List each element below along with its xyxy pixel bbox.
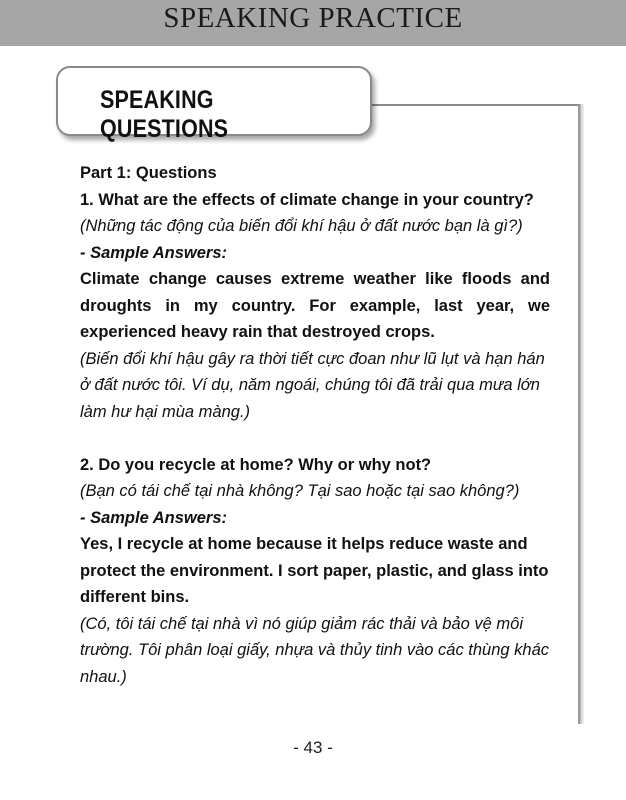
question-1-translation: (Những tác động của biến đổi khí hậu ở đất nước bạn là gì?): [80, 217, 523, 235]
frame-line-vertical: [578, 104, 584, 724]
question-2-answer-translation: (Có, tôi tái chế tại nhà vì nó giúp giảm rác thải và bảo vệ môi trường. Tôi phân loại giấy, nhựa và thủy tinh vào các thùng khác nhau.): [80, 614, 550, 686]
question-1-sample-label: - Sample Answers:: [80, 243, 228, 262]
question-1-answer-translation: (Biến đổi khí hậu gây ra thời tiết cực đoan như lũ lụt và hạn hán ở đất nước tôi. Ví dụ, năm ngoái, chúng tôi đã trải qua mưa lớn làm hư hại mùa màng.): [80, 349, 545, 421]
question-2-sample-label: - Sample Answers:: [80, 508, 228, 527]
question-2-answer: Yes, I recycle at home because it helps reduce waste and protect the environment. I sort paper, plastic, and glass into different bins.: [80, 535, 549, 606]
question-2-translation: (Bạn có tái chế tại nhà không? Tại sao hoặc tại sao không?): [80, 482, 520, 500]
section-spacer: [80, 425, 550, 452]
section-title: SPEAKING QUESTIONS: [100, 86, 229, 143]
question-1: 1. What are the effects of climate change in your country?: [80, 190, 534, 209]
question-2: 2. Do you recycle at home? Why or why not?: [80, 455, 432, 474]
page-header-title: SPEAKING PRACTICE: [163, 2, 463, 34]
part-label: Part 1: Questions: [80, 164, 217, 182]
page-number: - 43 -: [293, 738, 333, 757]
question-1-answer: Climate change causes extreme weather like floods and droughts in my country. For example, last year, we experienced heavy rain that destroyed crops.: [80, 270, 550, 341]
content-body: [80, 160, 550, 690]
frame-line-horizontal: [372, 104, 580, 106]
